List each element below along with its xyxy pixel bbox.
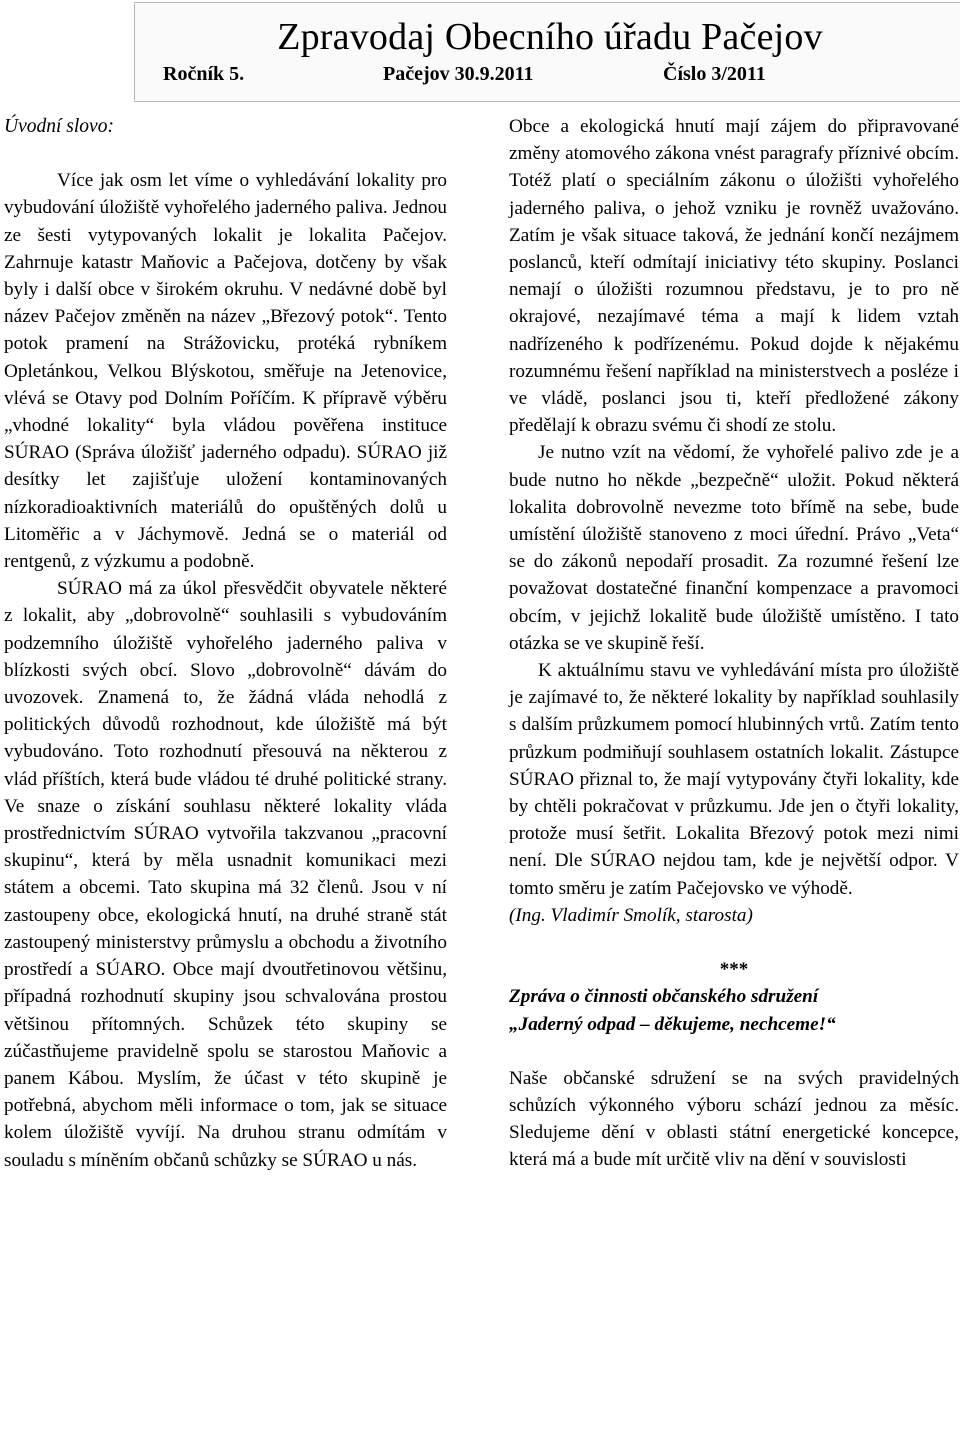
- volume-label: Ročník 5.: [163, 63, 245, 85]
- article-paragraph: Více jak osm let víme o vyhledávání lokality pro vybudování úložiště vyhořelého jaderného paliva. Jednou ze šesti vytypovaných lokalit je lokalita Pačejov. Zahrnuje katastr Maňovic a Pačejova, dotčeny by však byly i další obce v širokém okruhu. V nedávné době byl název Pačejov změněn na název „Březový potok“. Tento potok pramení na Strážovicku, protéká rybníkem Opletánkou, Velkou Blýskotou, směřuje na Jetenovice, vlévá se Otavy pod Dolním Poříčím. K přípravě výběru „vhodné lokality“ byla vládou pověřena instituce SÚRAO (Správa úložišť jaderného odpadu). SÚRAO již desítky let zajišťuje uložení kontaminovaných nízkoradioaktivních materiálů do opuštěných dolů u Litoměřic a v Jáchymově. Jedná se o materiál od rentgenů, z výzkumu a podobně.: [4, 170, 447, 573]
- section-heading-association: Zpráva o činnosti občanského sdružení: [509, 986, 819, 1008]
- section-separator: ***: [719, 959, 749, 981]
- section-heading-intro: Úvodní slovo:: [4, 116, 114, 137]
- spacer: [4, 140, 447, 167]
- spacer: [509, 1038, 959, 1065]
- newsletter-masthead: [134, 2, 960, 102]
- article-paragraph: SÚRAO má za úkol přesvědčit obyvatele některé z lokalit, aby „dobrovolně“ souhlasili s vybudováním podzemního úložiště vyhořelého jaderného paliva v blízkosti svých obcí. Slovo „dobrovolně“ dávám do uvozovek. Znamená to, že žádná vláda nehodlá z politických důvodů rozhodnout, kde úložiště má být vybudováno. Toto rozhodnutí přesouvá na některou z vlád příštích, která bude vládou té druhé politické strany. Ve snaze o získání souhlasu některé lokality vláda prostřednictvím SÚRAO vytvořila takzvanou „pracovní skupinu“, která by měla usnadnit komunikaci mezi státem a obcemi. Tato skupina má 32 členů. Jsou v ní zastoupeny obce, ekologická hnutí, na druhé straně stát zastoupený ministerstvy průmyslu a obchodu a životního prostředí a SÚARO. Obce mají dvoutřetinovou většinu, případná rozhodnutí skupiny jsou schvalována prostou většinou přítomných. Schůzek této skupiny se zúčastňujeme pravidelně spolu se starostou Maňovic a panem Kábou. Myslím, že účast v této skupině je potřebná, abychom měli informace o tom, jak se situace kolem úložiště vyvíjí. Na druhou stranu odmítám v souladu s míněním občanů schůzky se SÚRAO u nás.: [4, 578, 447, 1171]
- issue-meta: [135, 62, 960, 86]
- article-paragraph: Naše občanské sdružení se na svých pravidelných schůzích výkonného výboru schází jednou za měsíc. Sledujeme dění v oblasti státní energetické koncepce, která má a bude mít určitě vliv na dění v souvislosti: [509, 1067, 959, 1171]
- newsletter-title: Zpravodaj Obecního úřadu Pačejov: [277, 16, 823, 58]
- issue-number-label: Číslo 3/2011: [663, 63, 766, 85]
- author-signature: (Ing. Vladimír Smolík, starosta): [509, 904, 753, 926]
- spacer: [509, 929, 959, 956]
- article-paragraph: K aktuálnímu stavu ve vyhledávání místa pro úložiště je zajímavé to, že některé lokality by například souhlasily s dalším průzkumem pomocí hlubinných vrtů. Zatím tento průzkum podmiňují souhlasem ostatních lokalit. Zástupce SÚRAO přiznal to, že mají vytypovány čtyři lokality, kde by chtěli pokračovat v průzkumu. Jde jen o čtyři lokality, protože musí šetřit. Lokalita Březový potok mezi nimi není. Dle SÚRAO nejdou tam, kde je největší odpor. V tomto směru je zatím Pačejovsko ve výhodě.: [509, 660, 959, 899]
- right-column: [509, 113, 959, 1174]
- left-column: [4, 113, 447, 1174]
- section-heading-association-slogan: „Jaderný odpad – děkujeme, nechceme!“: [509, 1013, 836, 1035]
- place-date-label: Pačejov 30.9.2011: [383, 63, 534, 85]
- article-paragraph: Je nutno vzít na vědomí, že vyhořelé palivo zde je a bude nutno ho někde „bezpečně“ uložit. Pokud některá lokalita dobrovolně nevezme toto břímě na sebe, bude umístění úložiště stanoveno z moci úřední. Právo „Veta“ se do zákonů nepodaří prosadit. Za rozumné řešení lze považovat dostatečné finanční kompenzace a pravomoci obcím, v jejichž lokalitě bude úložiště umístěno. I tato otázka se ve skupině řeší.: [509, 442, 959, 654]
- article-paragraph: Obce a ekologická hnutí mají zájem do připravované změny atomového zákona vnést paragrafy příznivé obcím. Totéž platí o speciálním zákonu o úložišti vyhořelého jaderného paliva, o jehož vzniku je rovněž uvažováno. Zatím je však situace taková, že jednání končí nezájmem poslanců, kteří odmítají iniciativy této skupiny. Poslanci nemají o úložišti rozumnou představu, je to pro ně okrajové, nezajímavé téma a mají k lidem vztah nadřízeného k podřízenému. Pokud dojde k nějakému rozumnému řešení například na ministerstvech a posléze i ve vládě, poslanci jsou ti, kteří předložené zákony předělají k obrazu svému či shodí ze stolu.: [509, 116, 959, 437]
